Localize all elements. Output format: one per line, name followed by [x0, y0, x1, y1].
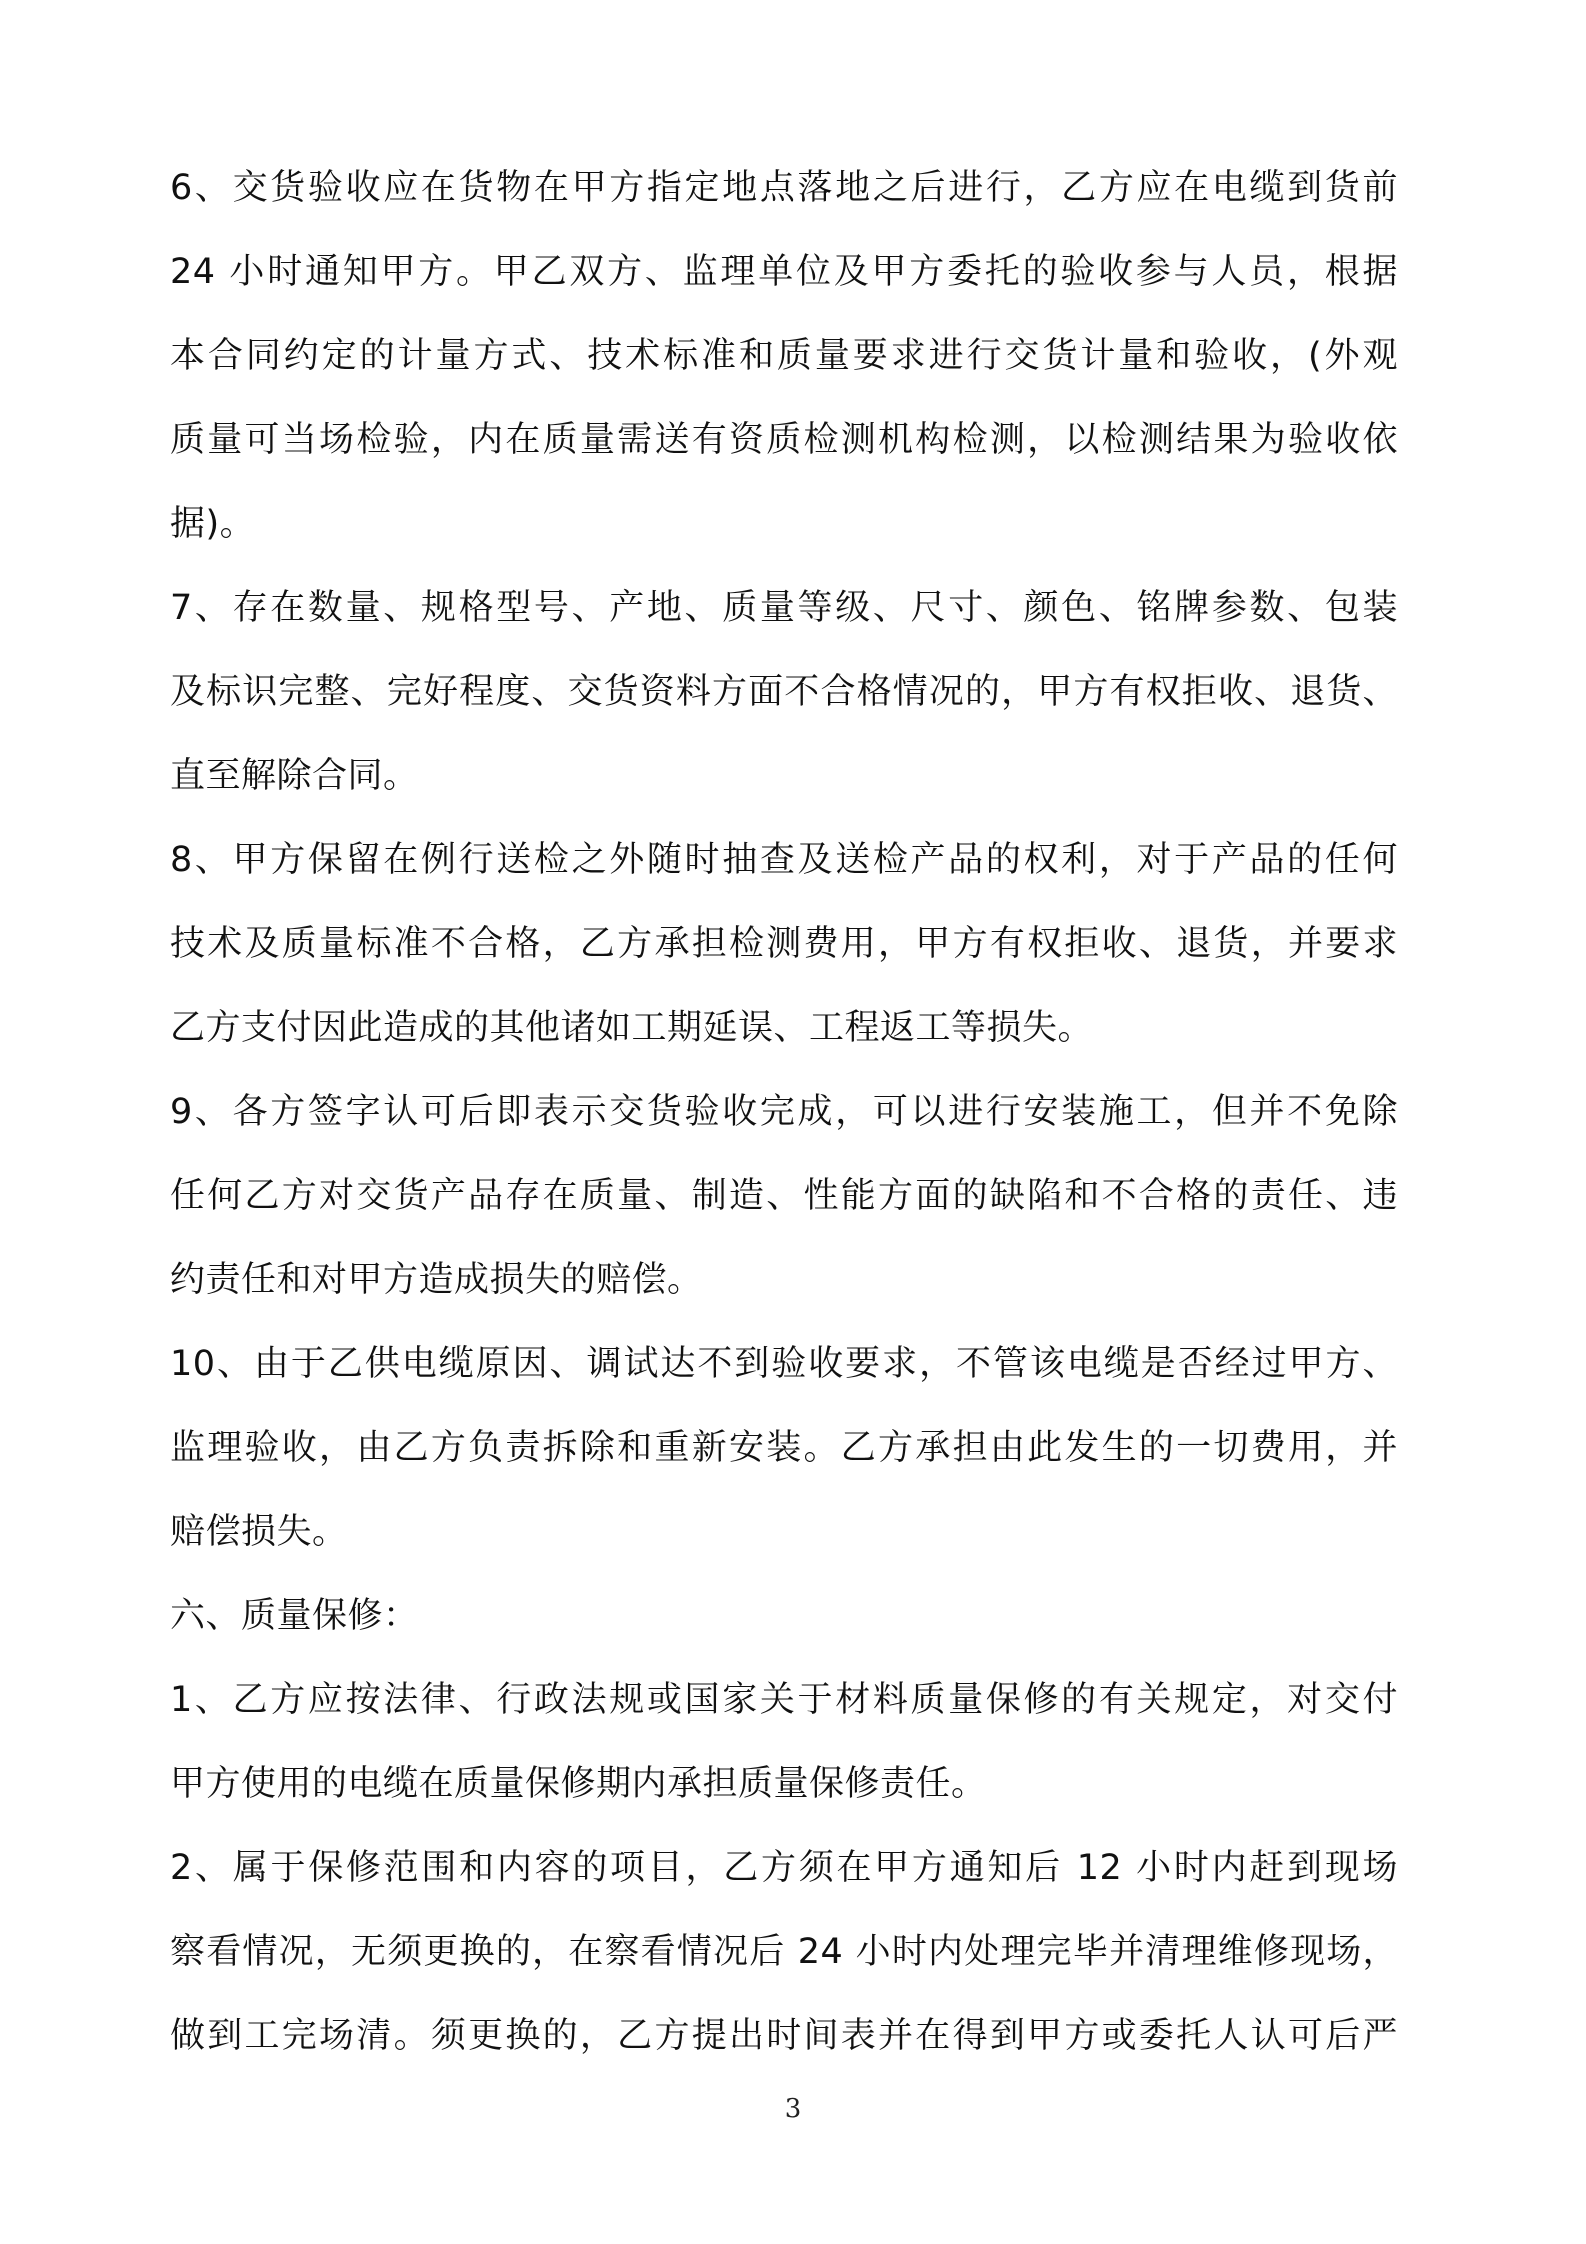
- text-line: 本合同约定的计量方式、技术标准和质量要求进行交货计量和验收，(外观: [170, 336, 1398, 376]
- text-line: 24 小时通知甲方。甲乙双方、监理单位及甲方委托的验收参与人员，根据: [170, 252, 1398, 292]
- text-line: 及标识完整、完好程度、交货资料方面不合格情况的，甲方有权拒收、退货、: [170, 672, 1398, 712]
- text-line: 直至解除合同。: [170, 756, 419, 796]
- text-line: 技术及质量标准不合格，乙方承担检测费用，甲方有权拒收、退货，并要求: [170, 924, 1398, 964]
- text-line: 7、存在数量、规格型号、产地、质量等级、尺寸、颜色、铭牌参数、包装: [170, 588, 1398, 628]
- text-line: 乙方支付因此造成的其他诸如工期延误、工程返工等损失。: [170, 1008, 1094, 1048]
- text-line: 据)。: [170, 504, 256, 544]
- text-line: 甲方使用的电缆在质量保修期内承担质量保修责任。: [170, 1764, 987, 1804]
- text-line: 9、各方签字认可后即表示交货验收完成，可以进行安装施工，但并不免除: [170, 1092, 1398, 1132]
- text-line: 8、甲方保留在例行送检之外随时抽查及送检产品的权利，对于产品的任何: [170, 840, 1398, 880]
- text-line: 2、属于保修范围和内容的项目，乙方须在甲方通知后 12 小时内赶到现场: [170, 1848, 1398, 1888]
- text-line: 约责任和对甲方造成损失的赔偿。: [170, 1260, 703, 1300]
- text-line: 察看情况，无须更换的，在察看情况后 24 小时内处理完毕并清理维修现场，: [170, 1932, 1398, 1972]
- document-body: [170, 146, 1398, 2078]
- text-line: 质量可当场检验，内在质量需送有资质检测机构检测，以检测结果为验收依: [170, 420, 1398, 460]
- text-line: 6、交货验收应在货物在甲方指定地点落地之后进行，乙方应在电缆到货前: [170, 168, 1398, 208]
- text-line: 10、由于乙供电缆原因、调试达不到验收要求，不管该电缆是否经过甲方、: [170, 1344, 1398, 1384]
- text-line: 做到工完场清。须更换的，乙方提出时间表并在得到甲方或委托人认可后严: [170, 2016, 1398, 2056]
- section-heading: 六、质量保修：: [170, 1596, 419, 1636]
- text-line: 赔偿损失。: [170, 1512, 348, 1552]
- text-line: 监理验收，由乙方负责拆除和重新安装。乙方承担由此发生的一切费用，并: [170, 1428, 1398, 1468]
- text-line: 1、乙方应按法律、行政法规或国家关于材料质量保修的有关规定，对交付: [170, 1680, 1398, 1720]
- text-line: 任何乙方对交货产品存在质量、制造、性能方面的缺陷和不合格的责任、违: [170, 1176, 1398, 1216]
- page-number: 3: [784, 2094, 802, 2124]
